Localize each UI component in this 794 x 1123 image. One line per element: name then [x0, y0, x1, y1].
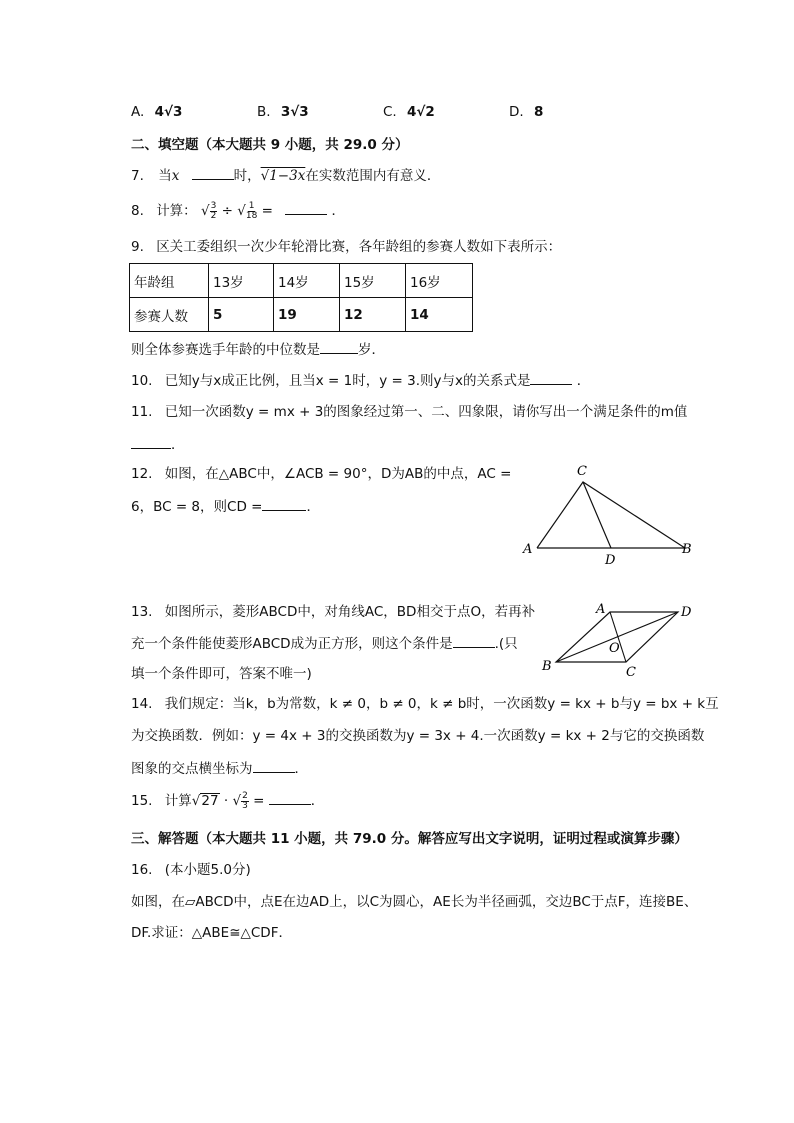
q8-blank	[285, 201, 327, 215]
q16-line-2	[131, 924, 292, 942]
table-cell: 16岁	[406, 264, 473, 298]
q14-line-2	[131, 727, 704, 745]
q15-sqrt-27: √27	[191, 793, 219, 809]
choice-a-label: A.	[131, 104, 145, 120]
choice-d-label: D.	[509, 104, 524, 120]
label-d: D	[605, 553, 616, 568]
table-cell: 12	[340, 298, 406, 332]
label-o: O	[609, 641, 620, 656]
q15-frac-den: 3	[242, 800, 248, 811]
q7-post: 时，	[233, 168, 261, 184]
q13-line-2	[131, 634, 518, 653]
q12-blank	[262, 497, 306, 511]
question-14	[131, 695, 719, 713]
q7-tail: 在实数范围内有意义．	[305, 168, 441, 184]
label-c: C	[577, 464, 587, 479]
q8-frac2-den: 18	[245, 210, 258, 221]
section-2-title: 二、填空题（本大题共 9 小题，共 29.0 分）	[131, 137, 409, 153]
table-row	[130, 264, 473, 298]
question-11	[131, 403, 687, 421]
question-15	[131, 791, 324, 811]
label-a: A	[523, 542, 533, 557]
q15-number: 15.	[131, 793, 153, 809]
table-cell: 14岁	[274, 264, 340, 298]
q16-line2: DF.求证：△ABE≅△CDF．	[131, 925, 292, 941]
choice-a-value: 4√3	[154, 104, 183, 120]
q16-number: 16.	[131, 862, 153, 878]
choice-d	[509, 103, 543, 121]
q9-after-tail: 岁．	[358, 342, 385, 358]
q13-line1: 如图所示，菱形ABCD中，对角线AC，BD相交于点O，若再补	[164, 604, 536, 620]
choice-c-label: C.	[383, 104, 397, 120]
q14-line-3	[131, 759, 308, 778]
label-c: C	[626, 665, 636, 680]
q14-tail: ．	[294, 761, 308, 777]
q11-blank	[131, 435, 171, 449]
q13-line2: 充一个条件能使菱形ABCD成为正方形，则这个条件是	[131, 636, 453, 652]
triangle-abc	[537, 482, 685, 548]
table-cell: 年龄组	[130, 264, 209, 298]
question-9	[131, 238, 561, 256]
choice-d-value: 8	[533, 104, 544, 120]
q13-line3: 填一个条件即可，答案不唯一)	[131, 666, 312, 682]
q15-eq: =	[253, 793, 265, 809]
q11-tail: ．	[171, 437, 185, 453]
q15-dot: ·	[223, 793, 229, 809]
q9-text: 区关工委组织一次少年轮滑比赛，各年龄组的参赛人数如下表所示：	[156, 239, 562, 255]
q7-number: 7.	[131, 168, 144, 184]
choice-b	[257, 103, 309, 121]
q7-expr: √1−3x	[260, 168, 306, 184]
q15-blank	[269, 791, 311, 805]
q8-op: ÷	[221, 203, 233, 219]
q8-frac1-den: 2	[210, 210, 217, 221]
table-cell: 13岁	[209, 264, 274, 298]
q8-sqrt-2: √ $\frac{1}{18}$	[237, 200, 258, 221]
q12-line2: 6，BC = 8，则CD =	[131, 499, 263, 515]
q7-var: x	[171, 168, 180, 184]
q13-number: 13.	[131, 604, 153, 620]
table-cell: 15岁	[340, 264, 406, 298]
section-3-title: 三、解答题（本大题共 11 小题，共 79.0 分。解答应写出文字说明，证明过程或演算步骤）	[131, 831, 688, 847]
q7-pre: 当	[158, 168, 172, 184]
rhombus-figure	[538, 598, 698, 680]
question-8	[131, 201, 345, 221]
choice-c	[383, 103, 435, 121]
q8-frac1-num: 3	[210, 200, 217, 211]
q15-pre: 计算	[164, 793, 192, 809]
q15-tail: ．	[310, 793, 325, 809]
choice-b-value: 3√3	[280, 104, 309, 120]
triangle-figure	[515, 460, 700, 570]
q8-eq: =	[261, 203, 273, 219]
q11-answer-line	[131, 435, 185, 454]
question-10	[131, 371, 590, 390]
q14-blank	[253, 759, 295, 773]
label-b: B	[682, 542, 692, 557]
median-cd	[583, 482, 611, 548]
label-a: A	[596, 602, 606, 617]
table-cell: 参赛人数	[130, 298, 209, 332]
q8-number: 8.	[131, 203, 144, 219]
table-cell: 19	[274, 298, 340, 332]
table-row	[130, 298, 473, 332]
question-13	[131, 603, 535, 621]
question-16	[131, 861, 251, 879]
q16-line1: 如图，在▱ABCD中，点E在边AD上，以C为圆心，AE长为半径画弧，交边BC于点F，连接BE、	[131, 894, 698, 910]
q8-frac2-num: 1	[248, 200, 255, 211]
choice-c-value: 4√2	[407, 104, 435, 120]
q15-root: 27	[201, 793, 219, 809]
label-d: D	[681, 605, 692, 620]
table-cell: 14	[406, 298, 473, 332]
q15-frac-num: 2	[242, 790, 248, 801]
choice-b-label: B.	[257, 104, 271, 120]
q16-line-1	[131, 893, 697, 911]
q12-number: 12.	[131, 466, 153, 482]
q13-line-3	[131, 665, 312, 683]
q14-line3: 图象的交点横坐标为	[131, 761, 253, 777]
q16-score: (本小题5.0分)	[164, 862, 251, 878]
q13-line2-tail: .(只	[494, 636, 518, 652]
q10-text: 已知y与x成正比例，且当x = 1时，y = 3.则y与x的关系式是	[164, 373, 531, 389]
q11-number: 11.	[131, 404, 153, 420]
q9-blank	[320, 340, 358, 354]
q8-pre: 计算：	[156, 203, 197, 219]
age-table	[129, 263, 473, 332]
label-b: B	[542, 659, 552, 674]
q12-line-2	[131, 497, 320, 516]
q8-tail: ．	[331, 203, 345, 219]
q9-after: 则全体参赛选手年龄的中位数是	[131, 342, 320, 358]
q10-blank	[530, 371, 572, 385]
q14-line2: 为交换函数．例如：y = 4x + 3的交换函数为y = 3x + 4.一次函数y = kx + 2与它的交换函数	[131, 728, 705, 744]
q9-number: 9.	[131, 239, 144, 255]
q11-text: 已知一次函数y = mx + 3的图象经过第一、二、四象限，请你写出一个满足条件的m值	[164, 404, 688, 420]
q15-sqrt-frac: √ $\frac{2}{3}$	[232, 790, 248, 811]
question-12	[131, 465, 511, 483]
q14-line1: 我们规定：当k，b为常数，k ≠ 0，b ≠ 0，k ≠ b时，一次函数y = kx + b与y = bx + k互	[164, 696, 719, 712]
q12-tail: ．	[306, 499, 320, 515]
q10-number: 10.	[131, 373, 153, 389]
q12-line1: 如图，在△ABC中，∠ACB = 90°，D为AB的中点，AC =	[164, 466, 512, 482]
question-7	[131, 166, 440, 185]
table-cell: 5	[209, 298, 274, 332]
choice-a	[131, 103, 182, 121]
q7-blank	[192, 166, 234, 180]
q9-followup	[131, 340, 385, 359]
q13-blank	[453, 634, 495, 648]
q8-sqrt-1: √ $\frac{3}{2}$	[200, 200, 217, 221]
q14-number: 14.	[131, 696, 153, 712]
q10-tail: ．	[576, 373, 591, 389]
